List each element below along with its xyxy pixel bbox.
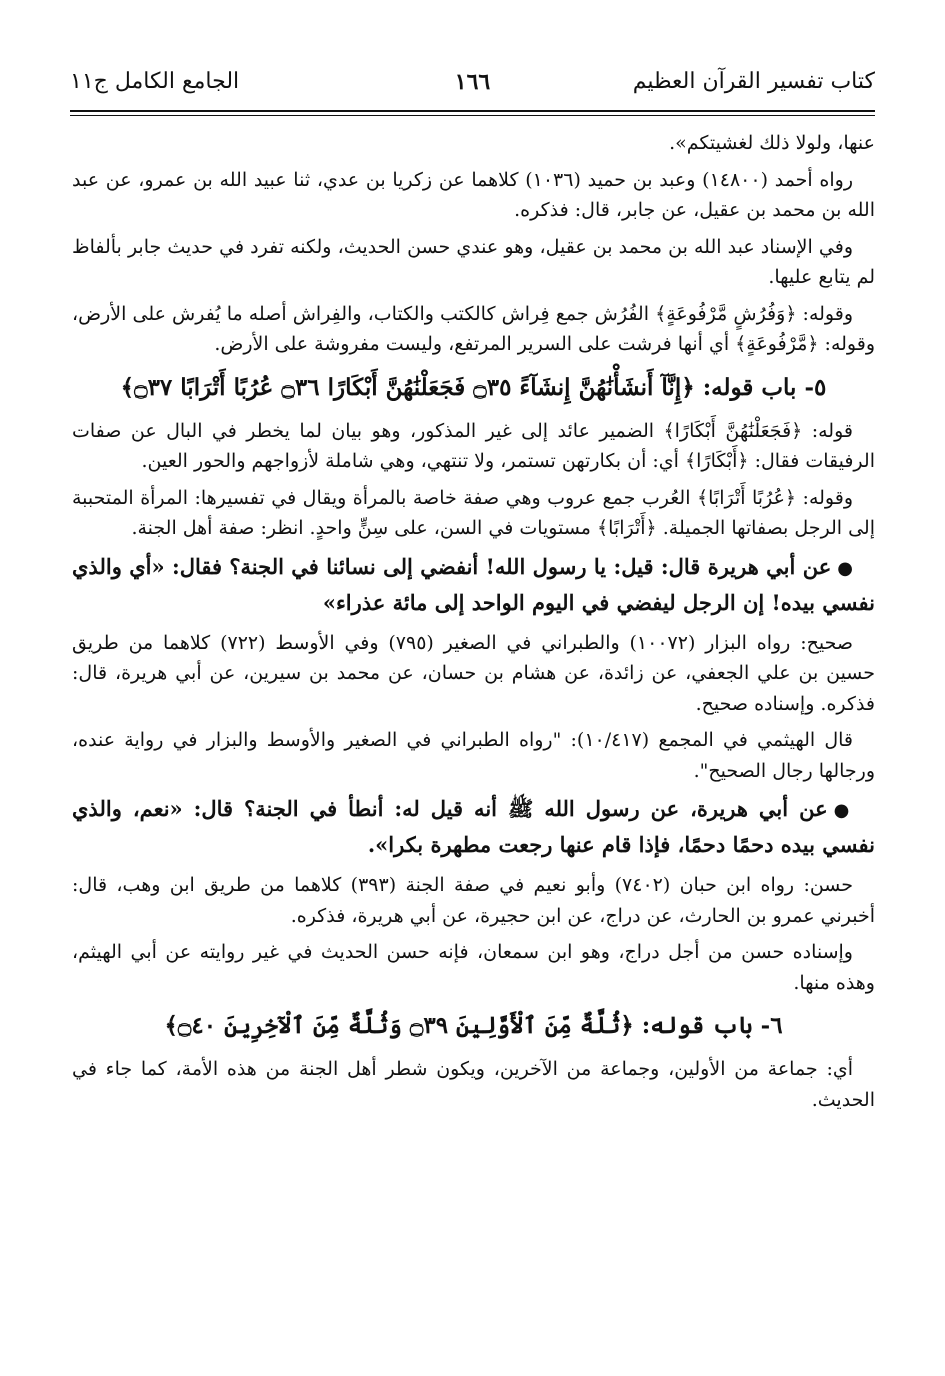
hadith-1-text: عن أبي هريرة قال: قيل: يا رسول الله! أنفضي إلى نسائنا في الجنة؟ فقال: «أي والذي نفسي بيده! إن الرجل ليفضي في اليوم الواحد إلى مائة عذراء» bbox=[72, 553, 875, 615]
paragraph-5: قوله: ﴿فَجَعَلْنَٰهُنَّ أَبْكَارًا﴾ الضمير عائد إلى غير المذكور، وهو بيان لما يخطر في البال عن صفات الرفيقات فقال: ﴿أَبْكَارًا﴾ أي: أن بكارتهن تستمر، ولا تنتهي، وهي شاملة لأزواجهم والحور العين. bbox=[72, 419, 875, 472]
header-rule-thin bbox=[70, 115, 875, 116]
paragraph-8: قال الهيثمي في المجمع (١٠/٤١٧): "رواه الطبراني في الصغير والأوسط والبزار في رواية عنده، ورجالها رجال الصحيح". bbox=[72, 729, 875, 782]
paragraph-10: وإسناده حسن من أجل دراج، وهو ابن سمعان، فإنه حسن الحديث في غير روايته عن أبي الهيثم، وهذه منها. bbox=[72, 941, 875, 994]
paragraph-6: وقوله: ﴿عُرُبًا أَتْرَابًا﴾ العُرب جمع عروب وهي صفة خاصة بالمرأة ويقال في تفسيرها: المرأة المتحببة إلى الرجل بصفاتها الجميلة. ﴿أَتْرَابًا﴾ مستويات في السن، على سِنٍّ واحدٍ. انظر: صفة أهل الجنة. bbox=[72, 486, 875, 539]
paragraph-2: رواه أحمد (١٤٨٠٠) وعبد بن حميد (١٠٣٦) كلاهما عن زكريا بن عدي، ثنا عبيد الله بن عمرو، عن عبد الله بن محمد بن عقيل، عن جابر، قال: فذكره. bbox=[72, 168, 875, 221]
section-heading-6: ٦- باب قوله: ﴿ثُلَّةٌ مِّنَ ٱلْأَوَّلِينَ ۝٣٩ وَثُلَّةٌ مِّنَ ٱلْآخِرِينَ ۝٤٠﴾ bbox=[164, 1012, 783, 1039]
hadith-1 bbox=[72, 550, 875, 620]
paragraph-11: أي: جماعة من الأولين، وجماعة من الآخرين، ويكون شطر أهل الجنة من هذه الأمة، كما جاء في الحديث. bbox=[72, 1058, 875, 1111]
book-title: كتاب تفسير القرآن العظيم bbox=[632, 69, 875, 94]
hadith-2-text: عن أبي هريرة، عن رسول الله ﷺ أنه قيل له: أنطأ في الجنة؟ قال: «نعم، والذي نفسي بيده دحمًا دحمًا، فإذا قام عنها رجعت مطهرة بكرا». bbox=[72, 796, 875, 857]
paragraph-3: وفي الإسناد عبد الله بن محمد بن عقيل، وهو عندي حسن الحديث، ولكنه تفرد في حديث جابر بألفاظ لم يتابع عليها. bbox=[72, 235, 875, 288]
paragraph-4: وقوله: ﴿وَفُرُشٍ مَّرْفُوعَةٍ﴾ الفُرُش جمع فِراش كالكتب والكتاب، والفِراش أصله ما يُفرش على الأرض، وقوله: ﴿مَّرْفُوعَةٍ﴾ أي أنها فرشت على السرير المرتفع، وليست مفروشة على الأرض. bbox=[72, 302, 875, 355]
paragraph-7: صحيح: رواه البزار (١٠٠٧٢) والطبراني في الصغير (٧٩٥) وفي الأوسط (٧٢٢) كلاهما من طريق حسين بن علي الجعفي، عن زائدة، عن هشام بن حسان، عن محمد بن سيرين، عن أبي هريرة، قال: فذكره. وإسناده صحيح. bbox=[72, 631, 875, 715]
hadith-2 bbox=[72, 792, 875, 862]
header-rule-thick bbox=[70, 110, 875, 112]
page-number: ١٦٦ bbox=[454, 69, 491, 95]
paragraph-9: حسن: رواه ابن حبان (٧٤٠٢) وأبو نعيم في صفة الجنة (٣٩٣) كلاهما من طريق ابن وهب، قال: أخبرني عمرو بن الحارث، عن دراج، عن ابن حجيرة، عن أبي هريرة، فذكره. bbox=[72, 874, 875, 927]
bullet-icon: ● bbox=[837, 557, 853, 579]
bullet-icon: ● bbox=[833, 800, 854, 821]
volume-title: الجامع الكامل ج١١ bbox=[70, 69, 240, 94]
running-header bbox=[70, 62, 875, 102]
page-body bbox=[72, 128, 875, 1121]
section-heading-5: ٥- باب قوله: ﴿إِنَّآ أَنشَأْنَٰهُنَّ إِنشَآءً ۝٣٥ فَجَعَلْنَٰهُنَّ أَبْكَارًا ۝٣٦ عُرُبًا أَتْرَابًا ۝٣٧﴾ bbox=[120, 373, 827, 401]
paragraph-1: عنها، ولولا ذلك لغشيتكم». bbox=[669, 132, 875, 154]
